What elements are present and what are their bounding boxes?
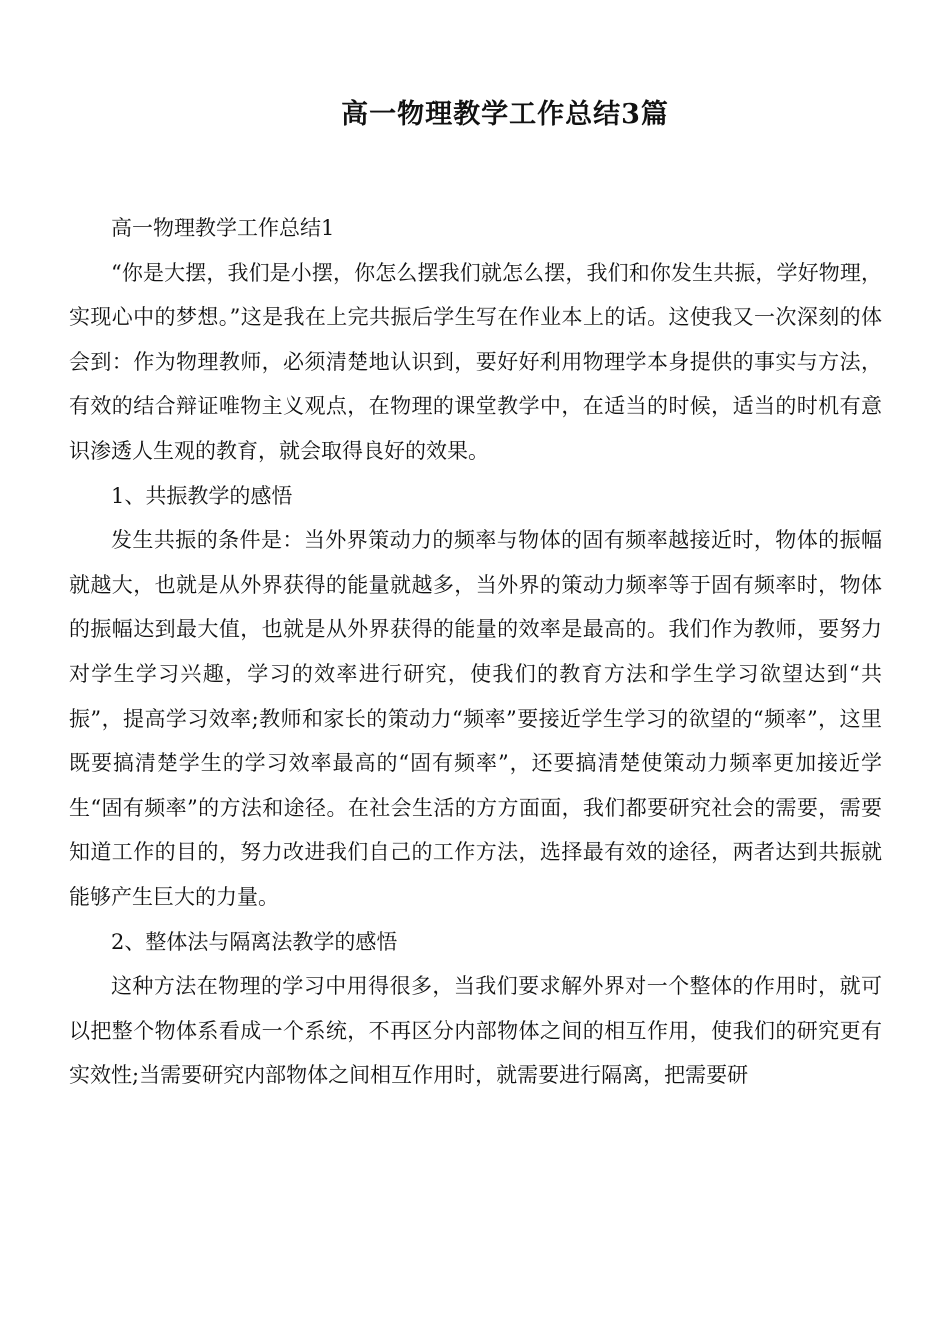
subheading-resonance: 1、共振教学的感悟 [111, 483, 293, 508]
subheading-whole-isolation: 2、整体法与隔离法教学的感悟 [111, 929, 398, 954]
paragraph-resonance: 发生共振的条件是：当外界策动力的频率与物体的固有频率越接近时，物体的振幅就越大，也就是从外界获得的能量就越多，当外界的策动力频率等于固有频率时，物体的振幅达到最大值，也就是从外界获得的能量的效率是最高的。我们作为教师，要努力对学生学习兴趣，学习的效率进行研究，使我们的教育方法和学生学习欲望达到“共振”，提高学习效率;教师和家长的策动力“频率”要接近学生学习的欲望的“频率”，这里既要搞清楚学生的学习效率最高的“固有频率”，还要搞清楚使策动力频率更加接近学生“固有频率”的方法和途径。在社会生活的方方面面，我们都要研究社会的需要，需要知道工作的目的，努力改进我们自己的工作方法，选择最有效的途径，两者达到共振就能够产生巨大的力量。 [69, 528, 882, 909]
document-body [69, 206, 882, 1098]
section-heading-1: 高一物理教学工作总结1 [111, 216, 335, 240]
document-title: 高一物理教学工作总结3篇 [341, 99, 669, 130]
paragraph-whole-isolation: 这种方法在物理的学习中用得很多，当我们要求解外界对一个整体的作用时，就可以把整个物体系看成一个系统，不再区分内部物体之间的相互作用，使我们的研究更有实效性;当需要研究内部物体之间相互作用时，就需要进行隔离，把需要研 [69, 974, 882, 1088]
paragraph-quote: “你是大摆，我们是小摆，你怎么摆我们就怎么摆，我们和你发生共振，学好物理，实现心中的梦想。”这是我在上完共振后学生写在作业本上的话。这使我又一次深刻的体会到：作为物理教师，必须清楚地认识到，要好好利用物理学本身提供的事实与方法，有效的结合辩证唯物主义观点，在物理的课堂教学中，在适当的时候，适当的时机有意识渗透人生观的教育，就会取得良好的效果。 [69, 260, 882, 463]
